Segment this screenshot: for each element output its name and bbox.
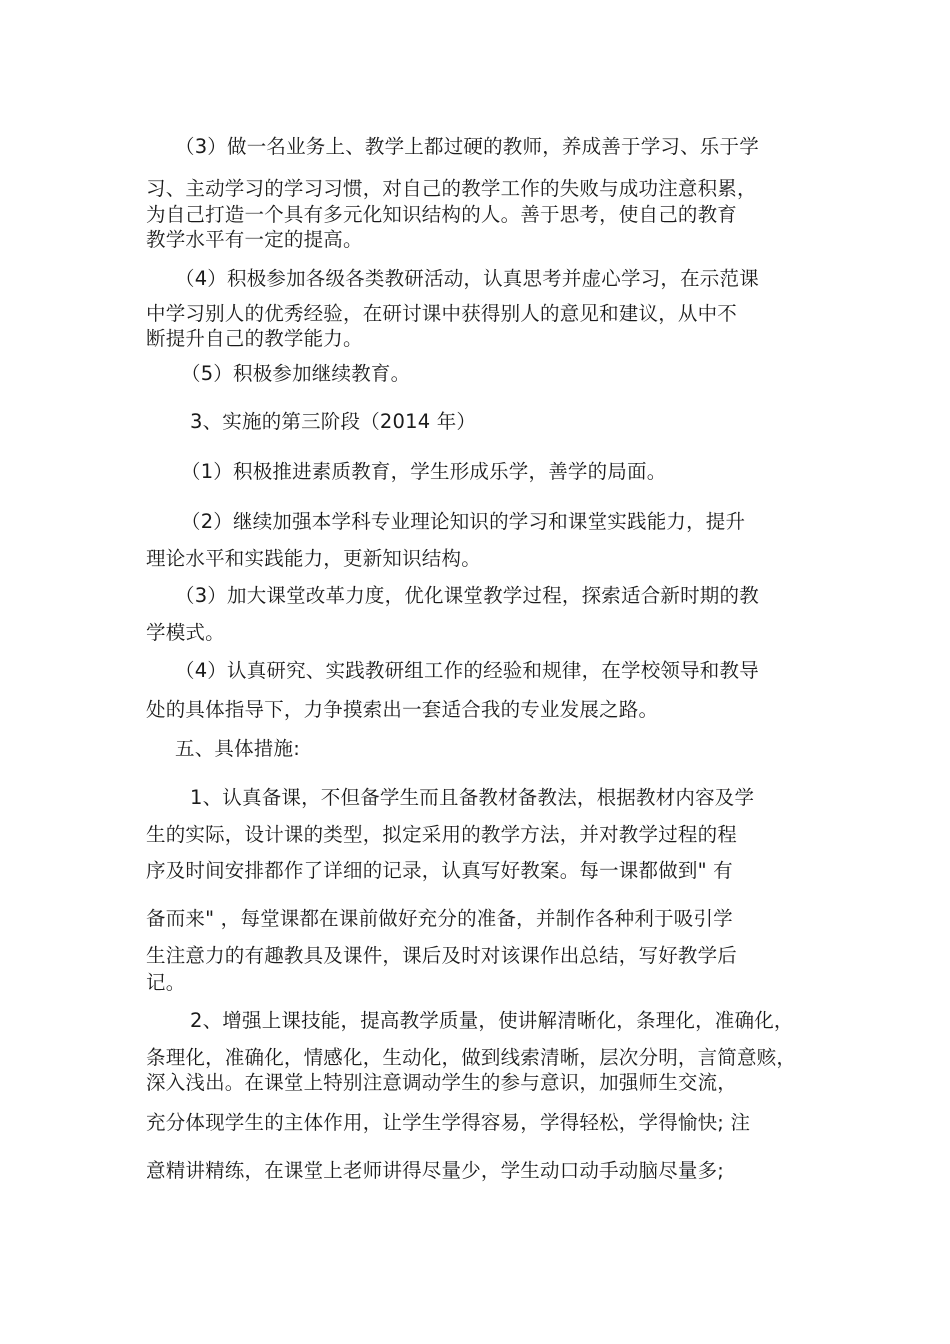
paragraph-line: 2、增强上课技能，提高教学质量，使讲解清晰化，条理化，准确化， [190,1009,794,1032]
paragraph-line: 条理化，准确化，情感化，生动化，做到线索清晰，层次分明，言简意赅， [146,1046,797,1069]
paragraph-line: 记。 [146,971,186,994]
paragraph-line: 意精讲精练，在课堂上老师讲得尽量少，学生动口动手动脑尽量多; [146,1159,725,1182]
paragraph-line: 断提升自己的教学能力。 [146,327,363,350]
paragraph-line: 习、主动学习的学习习惯，对自己的教学工作的失败与成功注意积累， [146,177,757,200]
paragraph-line: （3）加大课堂改革力度，优化课堂教学过程，探索适合新时期的教 [175,584,759,607]
paragraph-line: 生注意力的有趣教具及课件，课后及时对该课作出总结，写好教学后 [146,944,738,967]
paragraph-line: （4）认真研究、实践教研组工作的经验和规律，在学校领导和教导 [175,659,759,682]
paragraph-line: 1、认真备课，不但备学生而且备教材备教法，根据教材内容及学 [190,786,755,809]
paragraph-line: 中学习别人的优秀经验，在研讨课中获得别人的意见和建议，从中不 [146,302,738,325]
paragraph-line: 充分体现学生的主体作用，让学生学得容易，学得轻松，学得愉快; 注 [146,1111,751,1134]
paragraph-line: （2）继续加强本学科专业理论知识的学习和课堂实践能力，提升 [181,510,746,533]
paragraph-line: 深入浅出。在课堂上特别注意调动学生的参与意识，加强师生交流， [146,1071,738,1094]
paragraph-line: 序及时间安排都作了详细的记录，认真写好教案。每一课都做到" 有 [146,859,733,882]
paragraph-line: 理论水平和实践能力，更新知识结构。 [146,547,481,570]
paragraph-line: （4）积极参加各级各类教研活动，认真思考并虚心学习，在示范课 [175,267,759,290]
paragraph-line: 生的实际，设计课的类型，拟定采用的教学方法，并对教学过程的程 [146,823,738,846]
paragraph-line: （5）积极参加继续教育。 [181,362,411,385]
paragraph-line: 为自己打造一个具有多元化知识结构的人。善于思考，使自己的教育 [146,203,738,226]
paragraph-line: （1）积极推进素质教育，学生形成乐学，善学的局面。 [181,460,667,483]
paragraph-line: 备而来" ，每堂课都在课前做好充分的准备，并制作各种利于吸引学 [146,907,733,930]
paragraph-line: 处的具体指导下，力争摸索出一套适合我的专业发展之路。 [146,698,659,721]
section-heading: 五、具体措施: [175,737,300,760]
paragraph-line: 教学水平有一定的提高。 [146,228,363,251]
section-heading: 3、实施的第三阶段（2014 年） [190,410,477,433]
paragraph-line: （3）做一名业务上、教学上都过硬的教师，养成善于学习、乐于学 [175,135,759,158]
paragraph-line: 学模式。 [146,621,225,644]
